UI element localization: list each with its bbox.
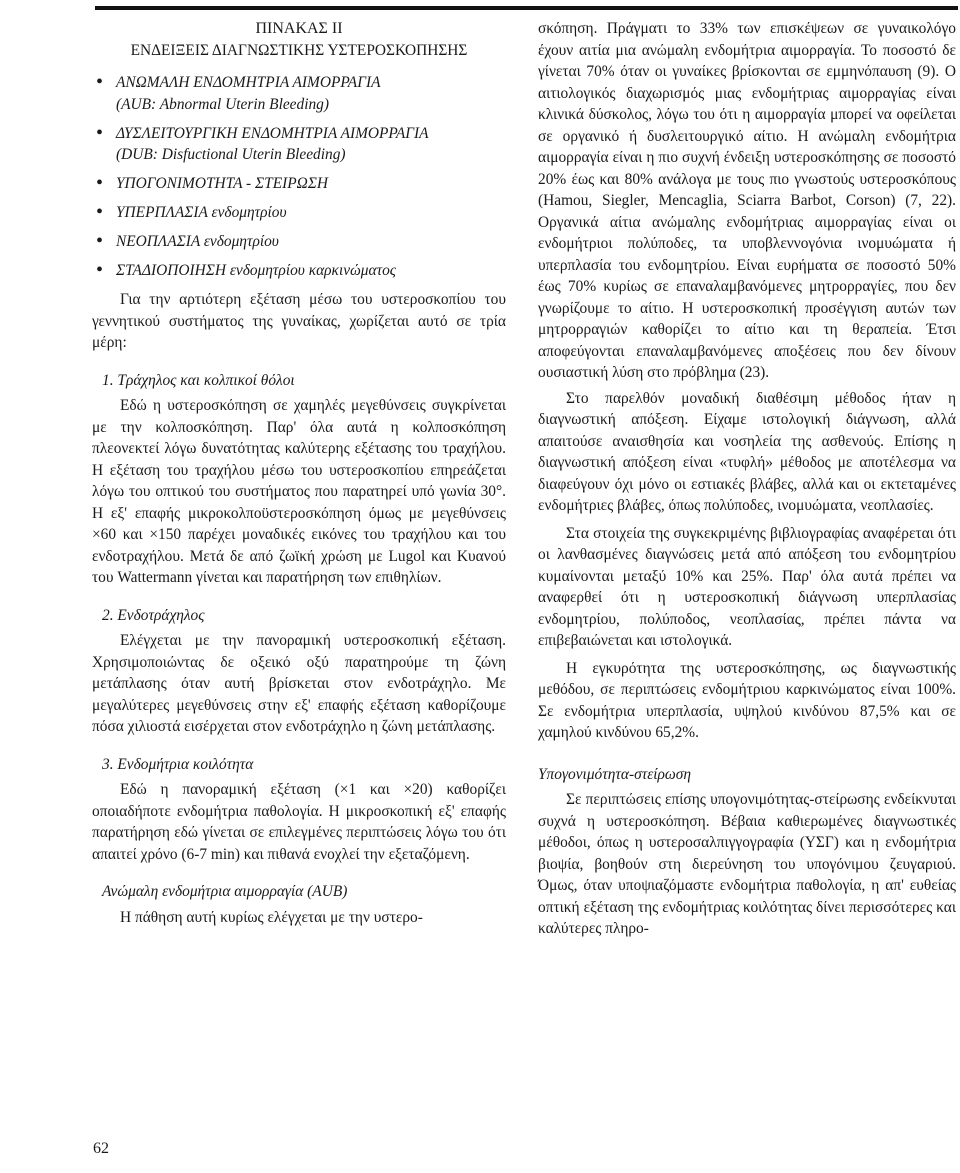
item-main: ΥΠΕΡΠΛΑΣΙΑ ενδομητρίου <box>116 204 287 221</box>
section-1-body: Εδώ η υστεροσκόπηση σε χαμηλές μεγεθύνσεις συγκρίνεται με την κολποσκόπηση. Παρ' όλα αυτά η κολποσκόπηση πλεονεκτεί λόγω δυνατότητας καλύτερης εξέτασης του τραχήλου. Η εξέταση του τραχήλου μέσω του υστεροσκοπίου επηρεάζεται λόγω του οπτικού του συστήματος που παρατηρεί υπό γωνία 30°. Η εξ' επαφής μικροκολποϋστεροσκόπηση όμως με μεγεθύνσεις ×60 και ×150 παρέχει μοναδικές εικόνες του τραχήλου και του ενδοτραχήλου. Μετά δε από ζωϊκή χρώση με Lugol και Κυανού του Wattermann γίνεται και παρατήρηση των επιθηλίων. <box>92 397 506 586</box>
item-sub: (DUB: Disfuctional Uterin Bleeding) <box>116 146 346 163</box>
section-3-body: Εδώ η πανοραμική εξέταση (×1 και ×20) καθορίζει οποιαδήποτε ενδομήτρια παθολογία. Η μικροσκοπική εξ' επαφής παρατήρηση εδώ γίνεται σε επιλεγμένες περιπτώσεις λόγω του ότι απαιτεί χρόνο (6-7 min) και πιθανά ενοχλεί την εξεταζόμενη. <box>92 781 506 863</box>
section-3-heading: 3. Ενδομήτρια κοιλότητα <box>102 755 254 773</box>
list-item <box>92 123 506 166</box>
left-column <box>92 18 506 928</box>
paragraph: Στα στοιχεία της συγκεκριμένης βιβλιογραφίας αναφέρεται ότι οι λανθασμένες διαγνώσεις μετά από απόξεση του ενδομητρίου κυμαίνονται μεταξύ 10% και 25%. Παρ' όλα αυτά πρέπει να αναφερθεί ότι η υστεροσκοπική διάγνωση υπερπλασίας ενδομητρίου, πολύποδος, νεοπλασίας, πρέπει πάντα να επιβεβαιώνεται και ιστολογικά. <box>538 524 956 649</box>
list-item <box>92 231 506 253</box>
list-item <box>92 173 506 195</box>
table-title: ΠΙΝΑΚΑΣ ΙΙ <box>255 20 343 37</box>
intro-paragraph: Για την αρτιότερη εξέταση μέσω του υστεροσκοπίου του γεννητικού συστήματος της γυναίκας, χωρίζεται αυτό σε τρία μέρη: <box>92 291 506 351</box>
item-main: ΝΕΟΠΛΑΣΙΑ ενδομητρίου <box>116 233 279 250</box>
item-main: ΥΠΟΓΟΝΙΜΟΤΗΤΑ - ΣΤΕΙΡΩΣΗ <box>116 175 329 192</box>
indications-list <box>92 72 506 282</box>
section-4-body: Η πάθηση αυτή κυρίως ελέγχεται με την υστερο- <box>120 908 423 926</box>
section-heading: Υπογονιμότητα-στείρωση <box>538 765 692 783</box>
page-number: 62 <box>93 1140 109 1157</box>
right-column <box>538 18 956 940</box>
section-2-body: Ελέγχεται με την πανοραμική υστεροσκοπική εξέταση. Χρησιμοποιώντας δε οξεικό οξύ παρατηρούμε τη ζώνη μετάπλασης όταν αυτή βρίσκεται στον ενδοτράχηλο. Με μεγαλύτερες μεγεθύνσεις στην εξ' επαφής εξέταση καθορίζουμε πόσα χιλιοστά εισέρχεται στον ενδοτράχηλο η ζώνη μετάπλασης. <box>92 632 506 735</box>
section-4-heading: Ανώμαλη ενδομήτρια αιμορραγία (AUB) <box>102 883 348 900</box>
item-sub: (AUB: Abnormal Uterin Bleeding) <box>116 95 330 113</box>
section-2-heading: 2. Ενδοτράχηλος <box>102 606 205 624</box>
list-item <box>92 260 506 282</box>
paragraph: Η εγκυρότητα της υστεροσκόπησης, ως διαγνωστικής μεθόδου, σε περιπτώσεις ενδομήτριου καρκινώματος είναι 100%. Σε ενδομήτρια υπερπλασία, υψηλού κινδύνου 87,5% και σε χαμηλού κινδύνου 65,2%. <box>538 659 956 741</box>
list-item <box>92 202 506 224</box>
item-main: ΑΝΩΜΑΛΗ ΕΝΔΟΜΗΤΡΙΑ ΑΙΜΟΡΡΑΓΙΑ <box>116 74 381 91</box>
paragraph: σκόπηση. Πράγματι το 33% των επισκέψεων σε γυναικολόγο έχουν αιτία μια ανώμαλη ενδομήτρια αιμορραγία. Το ποσοστό δε γίνεται 70% όταν οι γυναίκες βρίσκονται σε εμμηνόπαυση (9). Ο αιτιολογικός διαχωρισμός μιας ενδομήτριας αιμορραγίας είναι κλινικά δύσκολος, λόγω του ότι η αιμορραγία μπορεί να οφείλεται σε οργανικό ή δυσλειτουργικό αίτιο. Η ανώμαλη ενδομήτρια αιμορραγία είναι η πιο συχνή ένδειξη υστεροσκόπησης σε ποσοστό 20% έως και 80% ανάλογα με τους πιο γνωστούς υστεροσκόπους (Hamou, Siegler, Mencaglia, Sciarra Barbot, Corson) (7, 22). Οργανικά αίτια ανώμαλης ενδομήτριας αιμορραγίας είναι οι ενδομήτριοι πολύποδες, τα υποβλεννογόνια ινομυώματα ή υπερπλασία του ενδομητρίου. Είναι ευρήματα σε ποσοστό 50% έως 70% κυρίως σε επαναλαμβανόμενες μητρορραγίες, που δεν γνωρίζουμε το αίτιο. Η υστεροσκοπική προσέγγιση αυτών των μητρορραγιών καθορίζει το αίτιο και τη θεραπεία. Έτσι αποφεύγονται επαναλαμβανόμενες αποξέσεις που δεν δίνουν ουσιαστική λύση στο πρόβλημα (23). <box>538 20 956 381</box>
list-item <box>92 72 506 115</box>
paragraph: Στο παρελθόν μοναδική διαθέσιμη μέθοδος ήταν η διαγνωστική απόξεση. Είχαμε ιστολογική διάγνωση, αλλά απαιτούσε αναισθησία και νοσηλεία της ασθενούς. Επίσης η διαγνωστική απόξεση είναι «τυφλή» μέθοδος με αποτέλεσμα να διαφεύγουν όχι μόνο οι εστιακές βλάβες, αλλά και οι εκτεταμένες ενδομήτριες βλάβες, όπως πολύποδες, ινομυώματα, νεοπλασίες. <box>538 389 956 514</box>
top-rule <box>95 6 958 10</box>
item-main: ΔΥΣΛΕΙΤΟΥΡΓΙΚΗ ΕΝΔΟΜΗΤΡΙΑ ΑΙΜΟΡΡΑΓΙΑ <box>116 124 429 142</box>
section-1-heading: 1. Τράχηλος και κολπικοί θόλοι <box>102 371 295 389</box>
table-subtitle: ΕΝΔΕΙΞΕΙΣ ΔΙΑΓΝΩΣΤΙΚΗΣ ΥΣΤΕΡΟΣΚΟΠΗΣΗΣ <box>130 42 468 59</box>
paragraph: Σε περιπτώσεις επίσης υπογονιμότητας-στείρωσης ενδείκνυται συχνά η υστεροσκόπηση. Βέβαια καθιερωμένες διαγνωστικές μέθοδοι, όπως η υστεροσαλπιγγογραφία (ΥΣΓ) και η ενδομήτρια βιοψία, βοηθούν στη διερεύνηση του υπογόνιμου ζευγαριού. Όμως, όταν υποψιαζόμαστε ενδομήτρια παθολογία, η απ' ευθείας οπτική εξέταση της ενδομήτριας κοιλότητας δίνει περισσότερες και καλύτερες πληρο- <box>538 791 956 937</box>
item-main: ΣΤΑΔΙΟΠΟΙΗΣΗ ενδομητρίου καρκινώματος <box>116 262 397 279</box>
